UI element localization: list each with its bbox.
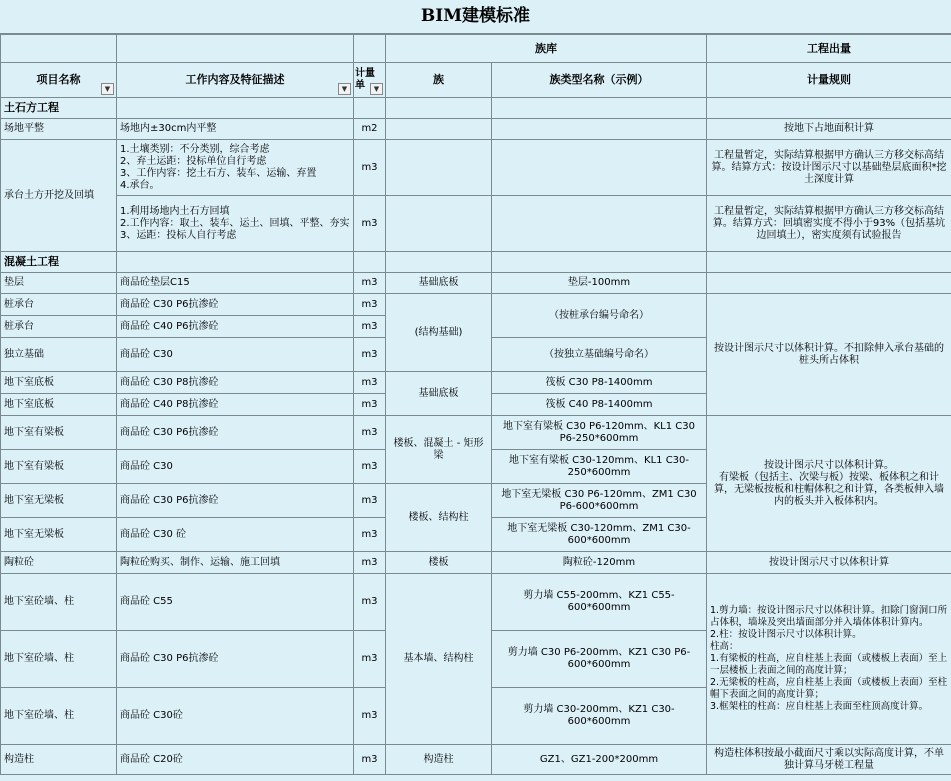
header-project-label: 项目名称 xyxy=(36,73,81,86)
family-type-cell: 地下室有梁板 C30-120mm、KL1 C30-250*600mm xyxy=(492,450,707,484)
rule-cell: 按设计图示尺寸以体积计算 xyxy=(707,552,951,574)
description-cell: 商品砼垫层C15 xyxy=(117,273,354,294)
project-name-cell: 桩承台 xyxy=(1,294,117,316)
page-title: BIM建模标准 xyxy=(0,0,951,34)
description-cell: 陶粒砼购买、制作、运输、施工回填 xyxy=(117,552,354,574)
table-row xyxy=(1,552,951,574)
project-name-cell: 地下室有梁板 xyxy=(1,416,117,450)
family-type-cell: 筏板 C30 P8-1400mm xyxy=(492,372,707,394)
description-cell: 商品砼 C30 砼 xyxy=(117,518,354,552)
header-work-description xyxy=(117,63,354,98)
description-cell: 商品砼 C30 P6抗渗砼 xyxy=(117,416,354,450)
project-name-cell: 陶粒砼 xyxy=(1,552,117,574)
header-unit-label: 计量单 xyxy=(355,68,375,91)
project-name-cell: 独立基础 xyxy=(1,338,117,372)
rule-cell: 构造柱体积按最小截面尺寸乘以实际高度计算，不单独计算马牙槎工程量 xyxy=(707,745,951,775)
description-cell: 商品砼 C30 xyxy=(117,338,354,372)
header-family-lib: 族库 xyxy=(386,35,707,63)
header-unit xyxy=(354,63,386,98)
filter-dropdown-icon[interactable]: ▼ xyxy=(370,83,383,95)
project-name-cell: 地下室底板 xyxy=(1,394,117,416)
unit-cell: m3 xyxy=(354,140,386,196)
description-cell: 商品砼 C20砼 xyxy=(117,745,354,775)
family-type-cell: 垫层-100mm xyxy=(492,273,707,294)
description-cell: 商品砼 C30 P6抗渗砼 xyxy=(117,294,354,316)
family-type-cell: 剪力墙 C30 P6-200mm、KZ1 C30 P6-600*600mm xyxy=(492,631,707,688)
family-type-cell: 陶粒砼-120mm xyxy=(492,552,707,574)
unit-cell: m3 xyxy=(354,484,386,518)
rule-cell: 按设计图示尺寸以体积计算。 有梁板（包括主、次梁与板）按梁、板体积之和计算，无梁板按板和柱帽体积之和计算，各类板伸入墙内的板头并入板体积内。 xyxy=(707,416,951,552)
unit-cell: m3 xyxy=(354,273,386,294)
description-cell: 商品砼 C55 xyxy=(117,574,354,631)
table-row xyxy=(1,416,951,450)
family-type-cell: 筏板 C40 P8-1400mm xyxy=(492,394,707,416)
project-name-cell: 桩承台 xyxy=(1,316,117,338)
description-cell: 商品砼 C30 P8抗渗砼 xyxy=(117,372,354,394)
header-desc-label: 工作内容及特征描述 xyxy=(185,73,285,86)
unit-cell: m3 xyxy=(354,574,386,631)
table-row xyxy=(1,196,951,252)
family-type-cell: 地下室无梁板 C30-120mm、ZM1 C30-600*600mm xyxy=(492,518,707,552)
header-project-name xyxy=(1,63,117,98)
table-row xyxy=(1,140,951,196)
family-cell: 构造柱 xyxy=(386,745,492,775)
project-name-cell: 承台土方开挖及回填 xyxy=(1,140,117,252)
project-name-cell: 地下室无梁板 xyxy=(1,484,117,518)
header-blank xyxy=(1,35,117,63)
family-cell: 基本墙、结构柱 xyxy=(386,574,492,745)
family-cell: 楼板 xyxy=(386,552,492,574)
project-name-cell: 垫层 xyxy=(1,273,117,294)
description-cell: 商品砼 C30 P6抗渗砼 xyxy=(117,631,354,688)
family-cell: 楼板、混凝土 - 矩形梁 xyxy=(386,416,492,484)
family-type-cell: （按桩承台编号命名） xyxy=(492,294,707,338)
project-name-cell: 地下室有梁板 xyxy=(1,450,117,484)
header-family-type: 族类型名称（示例） xyxy=(492,63,707,98)
bim-standard-table xyxy=(0,34,951,775)
unit-cell: m3 xyxy=(354,372,386,394)
unit-cell: m3 xyxy=(354,394,386,416)
description-cell: 商品砼 C30砼 xyxy=(117,688,354,745)
unit-cell: m3 xyxy=(354,196,386,252)
family-type-cell: 地下室有梁板 C30 P6-120mm、KL1 C30 P6-250*600mm xyxy=(492,416,707,450)
unit-cell: m3 xyxy=(354,294,386,316)
family-type-cell: GZ1、GZ1-200*200mm xyxy=(492,745,707,775)
description-cell: 1.土壤类别：不分类别，综合考虑 2、弃土运距：投标单位自行考虑 3、工作内容：挖土石方、装车、运输、弃置 4.承台。 xyxy=(117,140,354,196)
table-row xyxy=(1,745,951,775)
rule-cell: 按设计图示尺寸以体积计算。不扣除伸入承台基础的桩头所占体积 xyxy=(707,294,951,416)
unit-cell: m3 xyxy=(354,688,386,745)
rule-cell: 工程量暂定，实际结算根据甲方确认三方移交标高结算。结算方式：按设计图示尺寸以基础垫层底面积*挖土深度计算 xyxy=(707,140,951,196)
header-row-2 xyxy=(1,63,951,98)
project-name-cell: 场地平整 xyxy=(1,119,117,140)
description-cell: 1.利用场地内土石方回填 2.工作内容：取土、装车、运土、回填、平整、夯实 3、运距：投标人自行考虑 xyxy=(117,196,354,252)
family-cell: 基础底板 xyxy=(386,372,492,416)
header-rule: 计量规则 xyxy=(707,63,951,98)
rule-cell: 1.剪力墙：按设计图示尺寸以体积计算。扣除门窗洞口所占体积，墙垛及突出墙面部分并入墙体体积计算内。 2.柱：按设计图示尺寸以体积计算。 柱高： 1.有梁板的柱高，应自柱基上表面（或楼板上表面）至上一层楼板上表面之间的高度计算； 2.无梁板的柱高，应自柱基上表面（或楼板上表面）至柱帽下表面之间的高度计算； 3.框架柱的柱高：应自柱基上表面至柱顶高度计算。 xyxy=(707,574,951,745)
unit-cell: m3 xyxy=(354,338,386,372)
project-name-cell: 地下室底板 xyxy=(1,372,117,394)
header-quantity: 工程出量 xyxy=(707,35,951,63)
family-cell: 基础底板 xyxy=(386,273,492,294)
header-row-1 xyxy=(1,35,951,63)
rule-cell: 按地下占地面积计算 xyxy=(707,119,951,140)
section-row xyxy=(1,98,951,119)
project-name-cell: 构造柱 xyxy=(1,745,117,775)
project-name-cell: 地下室无梁板 xyxy=(1,518,117,552)
description-cell: 场地内±30cm内平整 xyxy=(117,119,354,140)
section-title: 混凝土工程 xyxy=(1,252,117,273)
family-type-cell: （按独立基础编号命名） xyxy=(492,338,707,372)
filter-dropdown-icon[interactable]: ▼ xyxy=(101,83,114,95)
section-title: 土石方工程 xyxy=(1,98,117,119)
table-row xyxy=(1,273,951,294)
table-row xyxy=(1,119,951,140)
unit-cell: m3 xyxy=(354,316,386,338)
description-cell: 商品砼 C40 P6抗渗砼 xyxy=(117,316,354,338)
unit-cell: m3 xyxy=(354,552,386,574)
table-row xyxy=(1,294,951,316)
table-row xyxy=(1,574,951,631)
unit-cell: m2 xyxy=(354,119,386,140)
unit-cell: m3 xyxy=(354,745,386,775)
project-name-cell: 地下室砼墙、柱 xyxy=(1,688,117,745)
family-cell: (结构基础) xyxy=(386,294,492,372)
description-cell: 商品砼 C30 P6抗渗砼 xyxy=(117,484,354,518)
project-name-cell: 地下室砼墙、柱 xyxy=(1,574,117,631)
unit-cell: m3 xyxy=(354,416,386,450)
family-type-cell: 地下室无梁板 C30 P6-120mm、ZM1 C30 P6-600*600mm xyxy=(492,484,707,518)
filter-dropdown-icon[interactable]: ▼ xyxy=(338,83,351,95)
unit-cell: m3 xyxy=(354,450,386,484)
section-row xyxy=(1,252,951,273)
header-blank xyxy=(117,35,354,63)
description-cell: 商品砼 C40 P8抗渗砼 xyxy=(117,394,354,416)
unit-cell: m3 xyxy=(354,631,386,688)
header-family: 族 xyxy=(386,63,492,98)
project-name-cell: 地下室砼墙、柱 xyxy=(1,631,117,688)
description-cell: 商品砼 C30 xyxy=(117,450,354,484)
family-cell: 楼板、结构柱 xyxy=(386,484,492,552)
header-blank xyxy=(354,35,386,63)
family-type-cell: 剪力墙 C55-200mm、KZ1 C55-600*600mm xyxy=(492,574,707,631)
rule-cell: 工程量暂定，实际结算根据甲方确认三方移交标高结算。结算方式：回填密实度不得小于93%（包括基坑边回填土），密实度须有试验报告 xyxy=(707,196,951,252)
family-type-cell: 剪力墙 C30-200mm、KZ1 C30-600*600mm xyxy=(492,688,707,745)
unit-cell: m3 xyxy=(354,518,386,552)
